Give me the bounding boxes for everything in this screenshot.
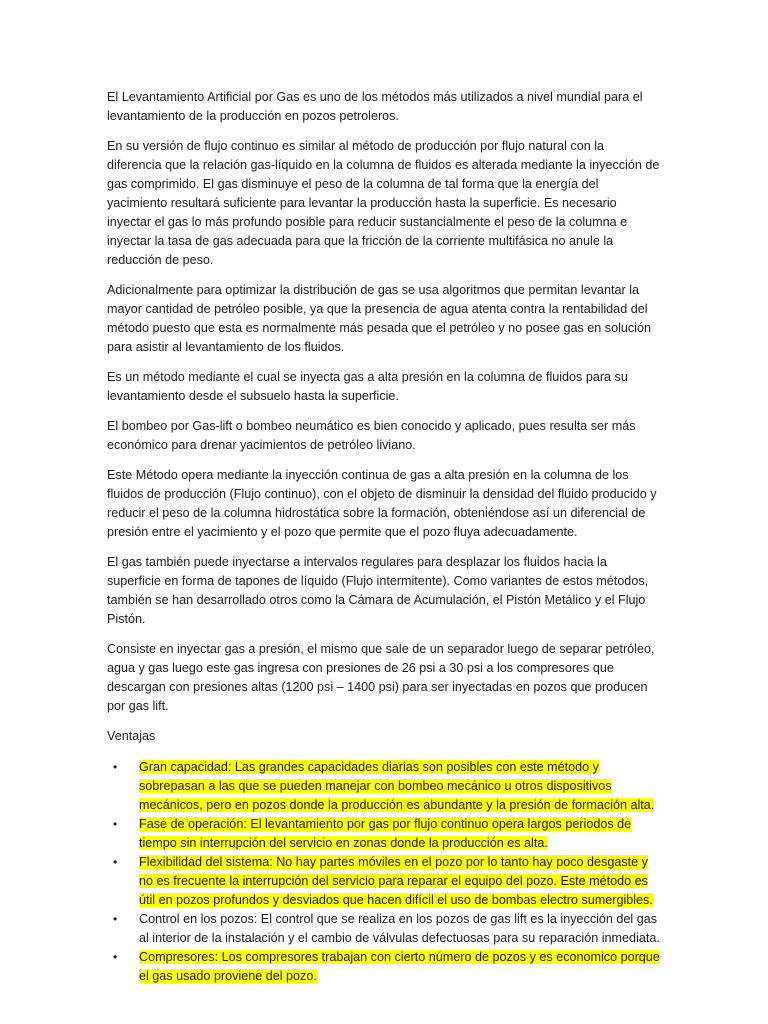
bullet-text-control-pozos: Control en los pozos: El control que se realiza en los pozos de gas lift es la inyección del gas al interior de la instalación y el cambio de válvulas defectuosas para su reparación inmediata. — [139, 912, 660, 945]
bullet-text-fase-operacion: Fase de operación: El levantamiento por gas por flujo continuo opera largos periodos de tiempo sin interrupción del servicio en zonas donde la producción es alta. — [139, 817, 632, 850]
ventajas-heading: Ventajas — [107, 729, 156, 743]
list-item — [107, 948, 662, 986]
bullet-text-compresores: Compresores: Los compresores trabajan con cierto número de pozos y es economico porque el gas usado proviene del pozo. — [139, 950, 660, 983]
list-item — [107, 758, 662, 815]
list-item — [107, 910, 662, 948]
paragraph-flujo-intermitente: El gas también puede inyectarse a intervalos regulares para desplazar los fluidos hacia la superficie en forma de tapones de líquido (Flujo intermitente). Como variantes de estos métodos, también se han desarrollado otros como la Cámara de Acumulación, el Pistón Metálico y el Flujo Pistón. — [107, 555, 649, 626]
bullet-icon: • — [113, 855, 118, 869]
bullet-text-gran-capacidad: Gran capacidad: Las grandes capacidades diarias son posibles con este método y sobrepasan a las que se pueden manejar con bombeo mecánico u otros dispositivos mecánicos, pero en pozos donde la producción es abundante y la presión de formación alta. — [139, 760, 655, 812]
list-item — [107, 853, 662, 910]
paragraph-gas-lift: El bombeo por Gas-lift o bombeo neumático es bien conocido y aplicado, pues resulta ser más económico para drenar yacimientos de petróleo liviano. — [107, 419, 636, 452]
list-item — [107, 815, 662, 853]
paragraph-flujo-continuo: En su versión de flujo continuo es similar al método de producción por flujo natural con la diferencia que la relación gas-líquido en la columna de fluidos es alterada mediante la inyección de gas comprimido. El gas disminuye el peso de la columna de tal forma que la energía del yacimiento resultará suficiente para levantar la producción hasta la superficie. Es necesario inyectar el gas lo más profundo posible para reducir sustancialmente el peso de la columna e inyectar la tasa de gas adecuada para que la fricción de la corriente multifásica no anule la reducción de peso. — [107, 139, 660, 267]
document-page — [107, 88, 662, 986]
bullet-icon: • — [113, 912, 118, 926]
ventajas-list — [107, 758, 662, 986]
bullet-text-flexibilidad: Flexibilidad del sistema: No hay partes móviles en el pozo por lo tanto hay poco desgaste y no es frecuente la interrupción del servicio para reparar el equipo del pozo. Este método es útil en pozos profundos y desviados que hacen difícil el uso de bombas electro sumergibles. — [139, 855, 653, 907]
paragraph-metodo-opera: Este Método opera mediante la inyección continua de gas a alta presión en la columna de los fluidos de producción (Flujo continuo), con el objeto de disminuir la densidad del fluido producido y reducir el peso de la columna hidrostática sobre la formación, obteniéndose así un diferencial de presión entre el yacimiento y el pozo que permite que el pozo fluya adecuadamente. — [107, 468, 657, 539]
paragraph-definicion: Es un método mediante el cual se inyecta gas a alta presión en la columna de fluidos para su levantamiento desde el subsuelo hasta la superficie. — [107, 370, 628, 403]
bullet-icon: • — [113, 760, 118, 774]
bullet-icon: • — [113, 950, 118, 964]
paragraph-optimizacion: Adicionalmente para optimizar la distribución de gas se usa algoritmos que permitan levantar la mayor cantidad de petróleo posible, ya que la presencia de agua atenta contra la rentabilidad del método puesto que esta es normalmente más pesada que el petróleo y no posee gas en solución para asistir al levantamiento de los fluidos. — [107, 283, 651, 354]
paragraph-consiste: Consiste en inyectar gas a presión, el mismo que sale de un separador luego de separar petróleo, agua y gas luego este gas ingresa con presiones de 26 psi a 30 psi a los compresores que descargan con presiones altas (1200 psi – 1400 psi) para ser inyectadas en pozos que producen por gas lift. — [107, 642, 655, 713]
bullet-icon: • — [113, 817, 118, 831]
paragraph-intro: El Levantamiento Artificial por Gas es uno de los métodos más utilizados a nivel mundial para el levantamiento de la producción en pozos petroleros. — [107, 90, 643, 123]
